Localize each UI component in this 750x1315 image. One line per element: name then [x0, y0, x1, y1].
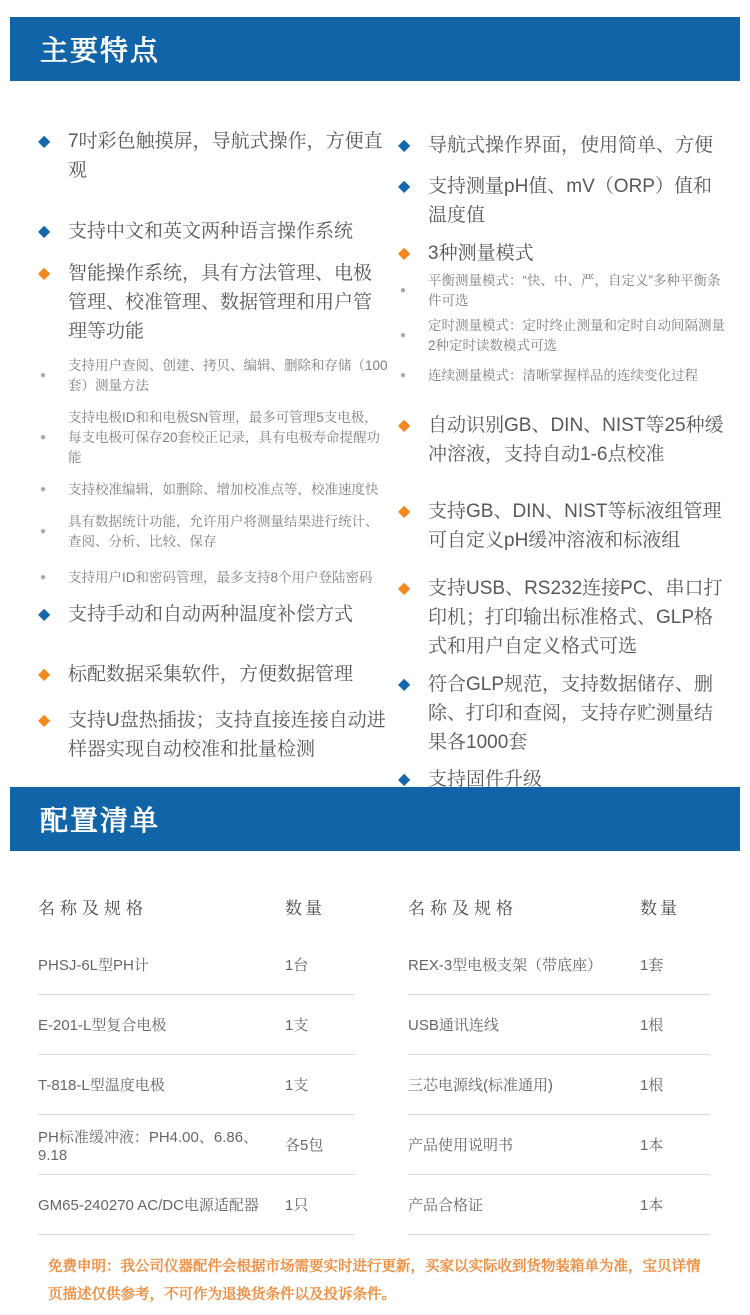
table-row	[38, 935, 355, 995]
dot-icon: ●	[40, 370, 47, 381]
feature-text: 支持GB、DIN、NIST等标液组管理可自定义pH缓冲溶液和标液组	[428, 501, 722, 551]
feature-item	[38, 706, 390, 764]
column-header-qty: 数量	[640, 898, 680, 918]
table-row	[38, 995, 355, 1055]
diamond-icon: ◆	[398, 137, 411, 154]
feature-text: 7吋彩色触摸屏，导航式操作，方便直观	[68, 131, 383, 181]
diamond-icon: ◆	[398, 771, 411, 788]
feature-sub-text: 支持电极ID和和电极SN管理，最多可管理5支电极，每支电极可保存20套校正记录，具有电极寿命提醒功能	[68, 410, 381, 465]
diamond-icon: ◆	[398, 580, 411, 597]
feature-text: 符合GLP规范，支持数据储存、删除、打印和查阅，支持存贮测量结果各1000套	[428, 674, 714, 753]
column-header-qty: 数量	[285, 898, 325, 918]
feature-sub-item	[38, 356, 390, 396]
dot-icon: ●	[400, 330, 407, 341]
item-qty: 1根	[640, 1077, 664, 1094]
feature-sub-item	[398, 366, 730, 386]
features-body	[0, 81, 750, 790]
item-qty: 1本	[640, 1137, 664, 1154]
table-row	[408, 1115, 710, 1175]
dot-icon: ●	[40, 526, 47, 537]
item-name: USB通讯连线	[408, 1017, 499, 1034]
table-row	[408, 995, 710, 1055]
config-table	[38, 851, 710, 1235]
table-row	[38, 1115, 355, 1175]
item-qty: 1套	[640, 957, 664, 974]
item-name: REX-3型电极支架（带底座）	[408, 957, 603, 974]
feature-sub-text: 支持校准编辑，如删除、增加校准点等，校准速度快	[68, 482, 379, 497]
dot-icon: ●	[40, 432, 47, 443]
feature-item	[38, 660, 390, 689]
column-header-name: 名称及规格	[38, 898, 148, 918]
item-name: PHSJ-6L型PH计	[38, 957, 149, 974]
config-section-header	[10, 787, 740, 851]
config-title: 配置清单	[40, 805, 161, 836]
table-row	[408, 1055, 710, 1115]
diamond-icon: ◆	[38, 223, 51, 240]
item-qty: 1只	[285, 1197, 309, 1214]
dot-icon: ●	[400, 370, 407, 381]
feature-sub-item	[398, 316, 730, 356]
features-column-left	[38, 81, 390, 787]
feature-item	[398, 765, 730, 794]
feature-text: 3种测量模式	[428, 243, 534, 264]
feature-text: 支持固件升级	[428, 769, 543, 790]
feature-sub-text: 支持用户查阅、创建、拷贝、编辑、删除和存储（100套）测量方法	[68, 358, 388, 393]
feature-item	[398, 239, 730, 268]
item-qty: 各5包	[285, 1137, 324, 1154]
diamond-icon: ◆	[398, 676, 411, 693]
feature-text: 支持中文和英文两种语言操作系统	[68, 221, 354, 242]
feature-sub-item	[38, 512, 390, 552]
feature-sub-item	[398, 271, 730, 311]
feature-sub-item	[38, 408, 390, 468]
item-name: 产品使用说明书	[408, 1137, 514, 1154]
feature-sub-text: 连续测量模式：清晰掌握样品的连续变化过程	[428, 368, 698, 383]
feature-sub-text: 平衡测量模式：“快、中、严，自定义”多种平衡条件可选	[428, 273, 721, 308]
table-row	[408, 1175, 710, 1235]
diamond-icon: ◆	[398, 178, 411, 195]
feature-text: 支持USB、RS232连接PC、串口打印机；打印输出标准格式、GLP格式和用户自定义格式可选	[428, 578, 723, 657]
item-qty: 1台	[285, 957, 309, 974]
config-table-left	[38, 851, 355, 1235]
item-name: 三芯电源线(标准通用)	[408, 1077, 553, 1094]
item-name: GM65-240270 AC/DC电源适配器	[38, 1197, 259, 1214]
column-header-name: 名称及规格	[408, 898, 518, 918]
diamond-icon: ◆	[38, 712, 51, 729]
item-name: 产品合格证	[408, 1197, 484, 1214]
feature-item	[38, 127, 390, 185]
item-name: T-818-L型温度电极	[38, 1077, 165, 1094]
feature-item	[398, 497, 730, 555]
feature-item	[38, 600, 390, 629]
feature-text: 支持测量pH值、mV（ORP）值和温度值	[428, 176, 712, 226]
item-name: PH标准缓冲液：PH4.00、6.86、9.18	[38, 1128, 259, 1164]
feature-sub-text: 定时测量模式：定时终止测量和定时自动间隔测量2种定时读数模式可选	[428, 318, 725, 353]
feature-item	[398, 670, 730, 757]
table-row	[38, 1175, 355, 1235]
table-row	[408, 935, 710, 995]
feature-sub-text: 具有数据统计功能，允许用户将测量结果进行统计、查阅、分析、比较、保存	[68, 514, 379, 549]
dot-icon: ●	[400, 285, 407, 296]
feature-item	[398, 574, 730, 661]
item-qty: 1支	[285, 1017, 309, 1034]
diamond-icon: ◆	[398, 503, 411, 520]
diamond-icon: ◆	[398, 417, 411, 434]
item-name: E-201-L型复合电极	[38, 1017, 167, 1034]
feature-text: 导航式操作界面，使用简单、方便	[428, 135, 714, 156]
feature-sub-item	[38, 568, 390, 588]
features-column-right	[398, 81, 730, 790]
feature-text: 支持U盘热插拔；支持直接连接自动进样器实现自动校准和批量检测	[68, 710, 386, 760]
dot-icon: ●	[40, 572, 47, 583]
item-qty: 1支	[285, 1077, 309, 1094]
feature-text: 自动识别GB、DIN、NIST等25种缓冲溶液，支持自动1-6点校准	[428, 415, 724, 465]
item-qty: 1根	[640, 1017, 664, 1034]
features-title: 主要特点	[40, 35, 161, 66]
feature-item	[398, 131, 730, 160]
table-header-row	[408, 851, 710, 921]
feature-item	[38, 217, 390, 246]
feature-text: 标配数据采集软件，方便数据管理	[68, 664, 354, 685]
feature-item	[38, 259, 390, 346]
feature-text: 支持手动和自动两种温度补偿方式	[68, 604, 354, 625]
table-header-row	[38, 851, 355, 921]
feature-sub-text: 支持用户ID和密码管理，最多支持8个用户登陆密码	[68, 570, 373, 585]
table-row	[38, 1055, 355, 1115]
dot-icon: ●	[40, 484, 47, 495]
item-qty: 1本	[640, 1197, 664, 1214]
diamond-icon: ◆	[398, 245, 411, 262]
feature-item	[398, 172, 730, 230]
config-table-right	[408, 851, 710, 1235]
diamond-icon: ◆	[38, 666, 51, 683]
feature-sub-item	[38, 480, 390, 500]
diamond-icon: ◆	[38, 133, 51, 150]
feature-text: 智能操作系统，具有方法管理、电极管理、校准管理、数据管理和用户管理等功能	[68, 263, 373, 342]
diamond-icon: ◆	[38, 265, 51, 282]
diamond-icon: ◆	[38, 606, 51, 623]
disclaimer-text: 免费申明：我公司仪器配件会根据市场需要实时进行更新，买家以实际收到货物装箱单为准，宝贝详情页描述仅供参考，不可作为退换货条件以及投诉条件。	[48, 1259, 701, 1303]
feature-item	[398, 411, 730, 469]
features-section-header	[10, 17, 740, 81]
